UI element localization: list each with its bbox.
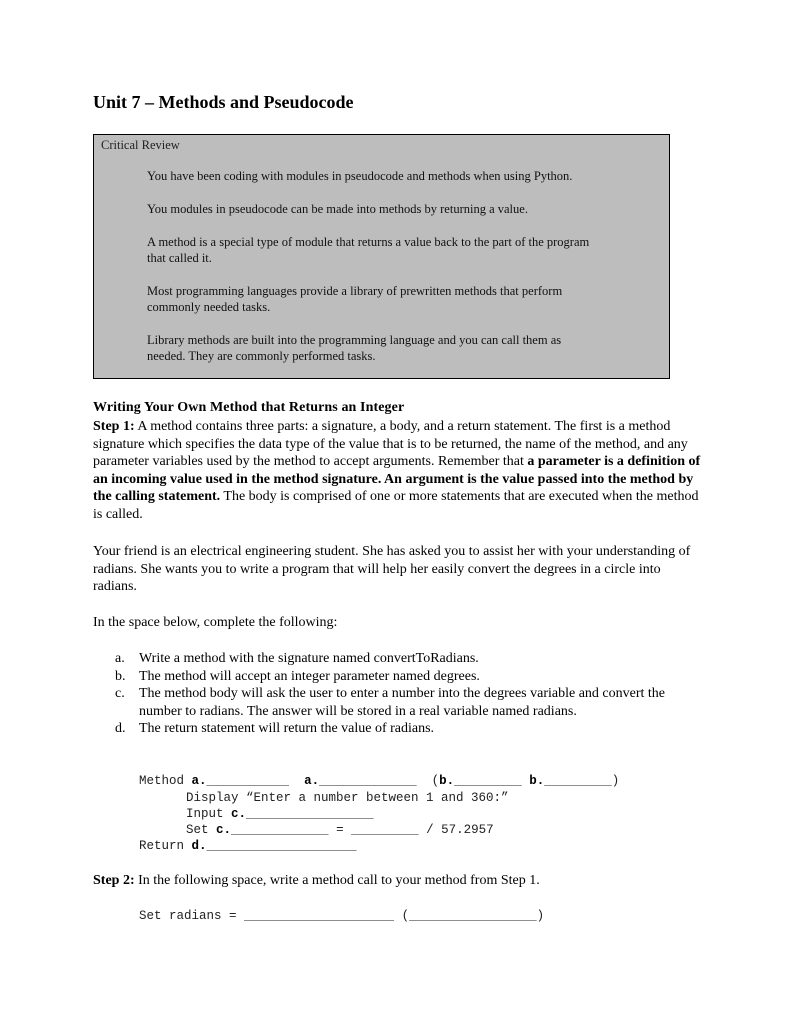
- step2-paragraph: Step 2: In the following space, write a method call to your method from Step 1.: [93, 873, 540, 888]
- step2-label: Step 2:: [93, 873, 135, 888]
- review-item: A method is a special type of module that returns a value back to the part of the program that called it.: [147, 235, 590, 265]
- requirements-list: [115, 650, 675, 738]
- step1-paragraph: Step 1: A method contains three parts: a signature, a body, and a return statement. The first is a method signature which specifies the data type of the value that is to be returned, the name of the method, and any parameter variables used by the method to accept arguments. Remember that a parameter is a definition of an incoming value used in the method signature. An argument is the value passed into the method by the calling statement. The body is comprised of one or more statements that are executed when the method is called.: [93, 419, 701, 522]
- list-item: c. The method body will ask the user to enter a number into the degrees variable and convert the number to radians. The answer will be stored in a real variable named radians.: [115, 686, 665, 719]
- critical-review-heading: Critical Review: [101, 138, 180, 152]
- review-item: Most programming languages provide a library of prewritten methods that perform commonly needed tasks.: [147, 284, 563, 314]
- scenario-paragraph: Your friend is an electrical engineering student. She has asked you to assist her with your understanding of radians. She wants you to write a program that will help her easily convert the degrees in a circle into radians.: [93, 544, 691, 594]
- code-line-set: Set c._____________ = _________ / 57.2957: [186, 823, 494, 837]
- list-item: b. The method will accept an integer parameter named degrees.: [115, 668, 480, 684]
- page-title: Unit 7 – Methods and Pseudocode: [93, 92, 354, 112]
- review-item: Library methods are built into the programming language and you can call them as needed. They are commonly performed tasks.: [147, 333, 562, 363]
- code-line-return: Return d.____________________: [139, 839, 357, 853]
- section-heading: Writing Your Own Method that Returns an Integer: [93, 400, 405, 415]
- step1-label: Step 1:: [93, 419, 135, 434]
- code-line-method-call: Set radians = ____________________ (_________________): [139, 909, 545, 923]
- list-item: d. The return statement will return the value of radians.: [115, 721, 435, 736]
- step1-bold-definition: a parameter is a definition of an incoming value used in the method signature. An argument is the value passed into the method by the calling statement.: [93, 454, 701, 504]
- code-line-display: Display “Enter a number between 1 and 360:”: [186, 791, 509, 805]
- list-item: a. Write a method with the signature named convertToRadians.: [115, 651, 479, 666]
- instruction-text: In the space below, complete the following:: [93, 615, 338, 630]
- critical-review-box: [93, 134, 670, 379]
- review-item: You modules in pseudocode can be made into methods by returning a value.: [147, 202, 528, 216]
- code-line-input: Input c._________________: [186, 807, 374, 821]
- review-item: You have been coding with modules in pseudocode and methods when using Python.: [147, 169, 573, 183]
- code-line-method: Method a.___________ a._____________ (b._________ b._________): [139, 774, 620, 788]
